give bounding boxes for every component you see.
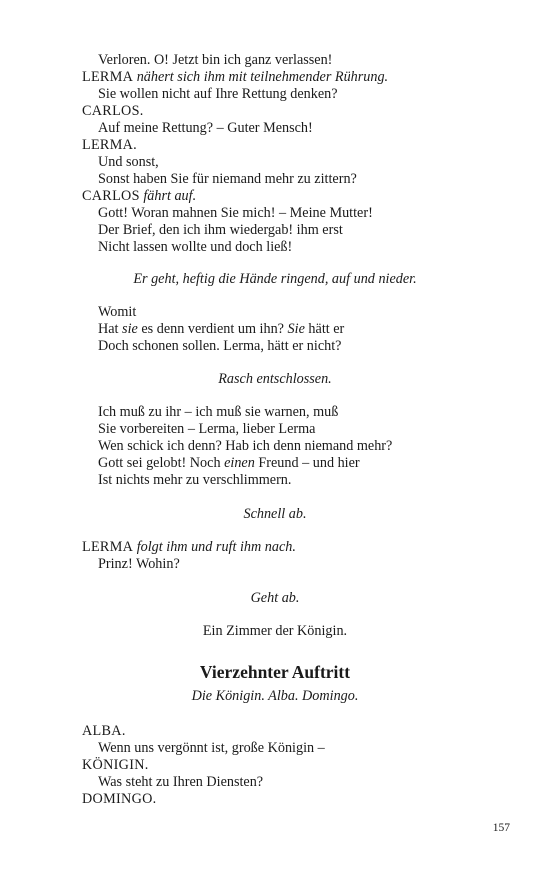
stage-direction: nähert sich ihm mit teilnehmender Rührung. [136,69,389,85]
verse-text: Hat [98,321,119,337]
stage-direction [0,271,550,288]
verse-text: Gott sei gelobt! Noch [98,455,221,471]
verse-line: Doch schonen sollen. Lerma, hätt er nicht? [98,338,342,354]
verse-line: Sie wollen nicht auf Ihre Rettung denken? [98,86,338,102]
verse-line: Nicht lassen wollte und doch ließ! [98,239,293,255]
speaker-name: KÖNIGIN. [82,757,149,773]
verse-line [98,321,344,338]
verse-line: Womit [98,304,137,320]
speaker-name: CARLOS [82,188,140,204]
stage-direction-text: Geht ab. [250,590,300,606]
verse-text: hätt er [308,321,345,337]
verse-line: Ist nichts mehr zu verschlimmern. [98,472,292,488]
verse-line: Wenn uns vergönnt ist, große Königin – [98,740,325,756]
emphasis: einen [224,455,255,471]
verse-line: Prinz! Wohin? [98,556,180,572]
speaker-name: ALBA. [82,723,126,739]
verse-line: Und sonst, [98,154,159,170]
stage-direction: fährt auf. [143,188,197,204]
speaker-name: LERMA. [82,137,138,153]
stage-direction-text: Er geht, heftig die Hände ringend, auf und nieder. [133,271,417,287]
emphasis: Sie [287,321,305,337]
verse-line: Ich muß zu ihr – ich muß sie warnen, muß [98,404,339,420]
verse-line: Auf meine Rettung? – Guter Mensch! [98,120,313,136]
verse-line: Wen schick ich denn? Hab ich denn niemand mehr? [98,438,393,454]
stage-direction: folgt ihm und ruft ihm nach. [136,539,296,555]
stage-direction [0,590,550,607]
speaker-name: LERMA [82,539,134,555]
stage-direction [0,506,550,523]
verse-line: Sie vorbereiten – Lerma, lieber Lerma [98,421,316,437]
speaker-line [82,188,196,205]
verse-text: Freund – und hier [258,455,360,471]
scene-heading: Vierzehnter Auftritt [199,662,351,682]
stage-direction-text: Rasch entschlossen. [218,371,332,387]
verse-line: Was steht zu Ihren Diensten? [98,774,264,790]
cast-text: Die Königin. Alba. Domingo. [191,688,359,704]
speaker-name: LERMA [82,69,134,85]
emphasis: sie [122,321,138,337]
stage-direction-text: Schnell ab. [243,506,307,522]
speaker-name: DOMINGO. [82,791,157,807]
verse-line: Verloren. O! Jetzt bin ich ganz verlassen! [98,52,333,68]
speaker-line [82,69,388,86]
page-number: 157 [492,822,510,834]
cast-list [0,688,550,705]
speaker-line [82,539,296,556]
verse-line: Sonst haben Sie für niemand mehr zu zittern? [98,171,357,187]
verse-text: es denn verdient um ihn? [141,321,284,337]
speaker-name: CARLOS. [82,103,144,119]
scene-setting: Ein Zimmer der Königin. [202,623,348,639]
verse-line: Gott! Woran mahnen Sie mich! – Meine Mutter! [98,205,373,221]
verse-line: Der Brief, den ich ihm wiedergab! ihm erst [98,222,343,238]
verse-line [98,455,360,472]
stage-direction [0,371,550,388]
